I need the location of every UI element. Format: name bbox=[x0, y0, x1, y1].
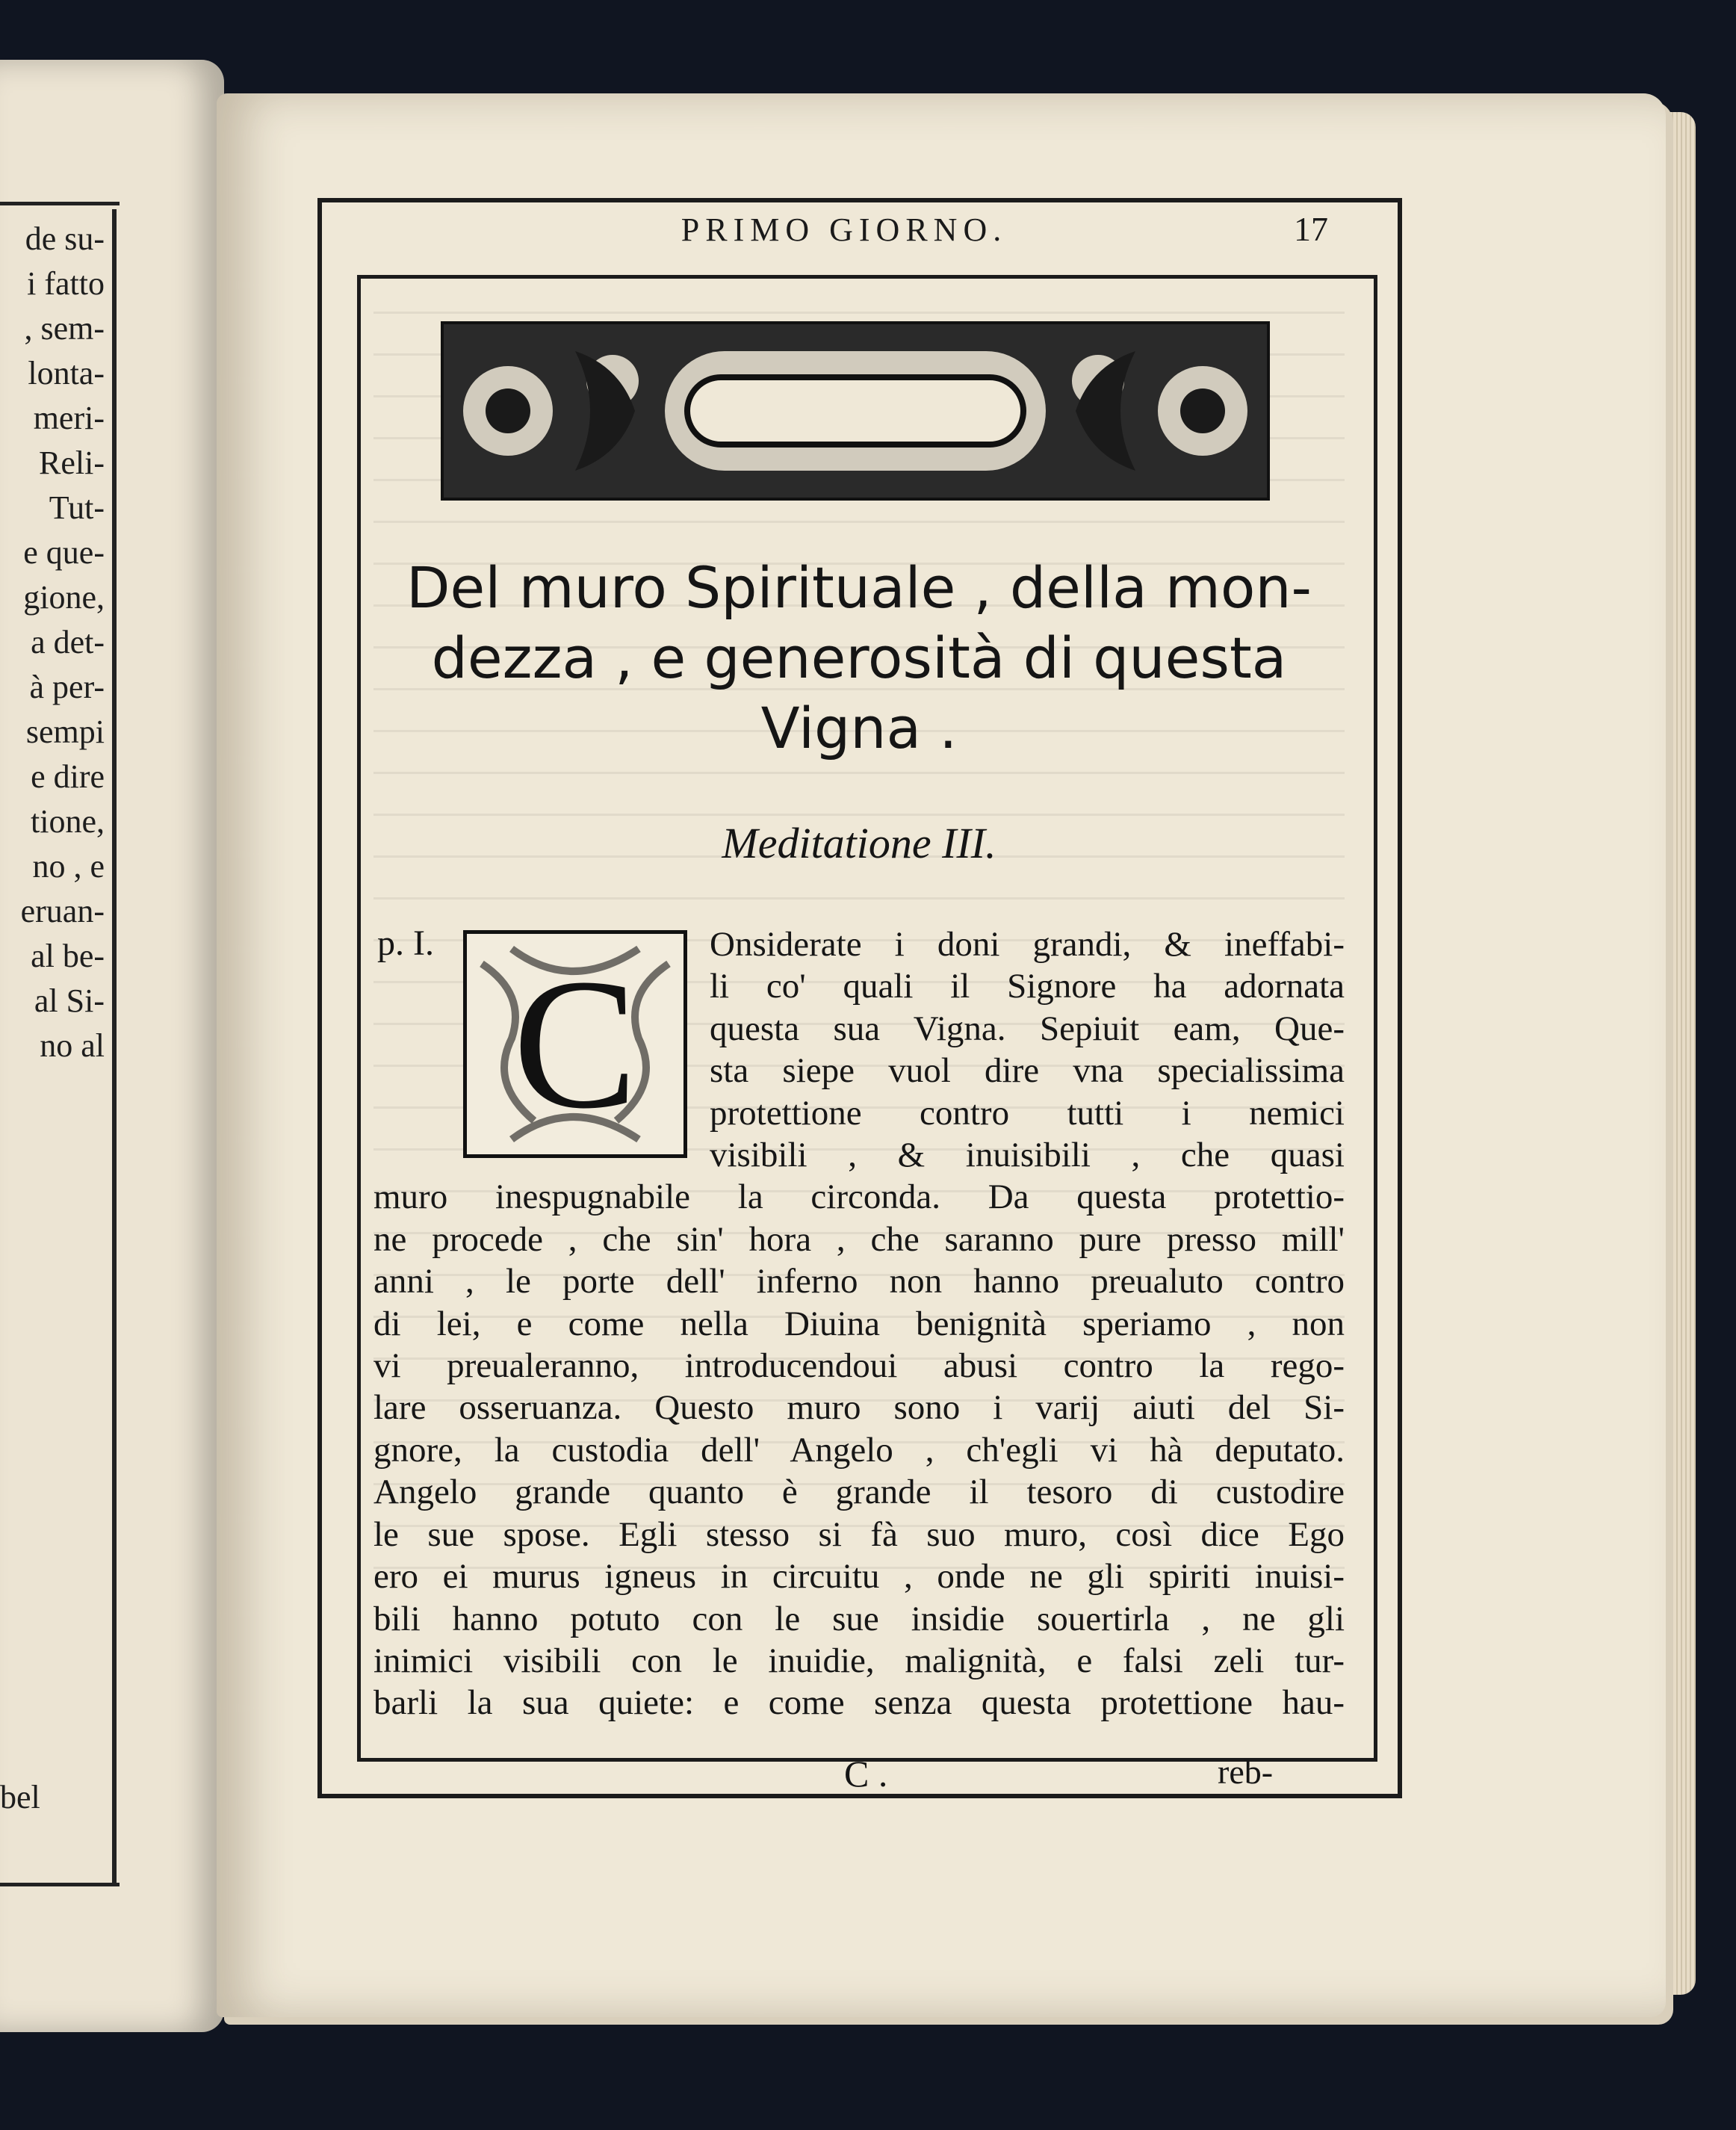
body-line: muro inespugnabile la circonda. Da questa protettio- bbox=[373, 1177, 1345, 1217]
body-line: le sue spose. Egli stesso si fà suo muro, così dice Ego bbox=[373, 1514, 1345, 1554]
body-line: anni , le porte dell' inferno non hanno preualuto contro bbox=[373, 1262, 1345, 1301]
body-line: ne procede , che sin' hora , che saranno pure presso mill' bbox=[373, 1219, 1345, 1259]
left-page-bottom-text: bel bbox=[0, 1779, 40, 1815]
left-line: Reli- bbox=[39, 445, 105, 481]
body-line: questa sua Vigna. Sepiuit eam, Que- bbox=[710, 1009, 1345, 1048]
left-line: tione, bbox=[31, 803, 105, 840]
left-line: al Si- bbox=[34, 982, 105, 1019]
body-line: li co' quali il Signore ha adornata bbox=[710, 967, 1345, 1006]
left-line: no al bbox=[40, 1027, 105, 1064]
body-line: vi preualeranno, introducendoui abusi contro la rego- bbox=[373, 1346, 1345, 1386]
body-line: lare osseruanza. Questo muro sono i varij aiuti del Si- bbox=[373, 1388, 1345, 1428]
body-line: visibili , & inuisibili , che quasi bbox=[710, 1136, 1345, 1175]
body-line: sta siepe vuol dire vna specialissima bbox=[710, 1051, 1345, 1091]
section-marker: p. I. bbox=[377, 923, 434, 963]
body-line: barli la sua quiete: e come senza questa protettione hau- bbox=[373, 1683, 1345, 1723]
left-line: à per- bbox=[29, 669, 105, 705]
meditation-body bbox=[373, 923, 1345, 1724]
left-line: a det- bbox=[31, 624, 105, 660]
body-line: Onsiderate i doni grandi, & ineffabi- bbox=[710, 925, 1345, 964]
body-line: ero ei murus igneus in circuitu , onde ne gli spiriti inuisi- bbox=[373, 1557, 1345, 1597]
left-page-rule-bottom bbox=[0, 1883, 120, 1886]
left-line: no , e bbox=[32, 848, 105, 885]
running-head: PRIMO GIORNO. bbox=[681, 211, 1008, 248]
left-line: e que- bbox=[23, 534, 105, 571]
body-line: protettione contro tutti i nemici bbox=[710, 1093, 1345, 1133]
left-line: eruan- bbox=[20, 893, 105, 929]
left-page-rule-top bbox=[0, 202, 120, 205]
left-page-text bbox=[0, 217, 105, 1068]
left-line: de su- bbox=[25, 220, 105, 257]
body-line: Angelo grande quanto è grande il tesoro di custodire bbox=[373, 1473, 1345, 1512]
title-line: dezza , e generosità di questa bbox=[431, 625, 1287, 691]
body-line: gnore, la custodia dell' Angelo , ch'egli vi hà deputato. bbox=[373, 1430, 1345, 1470]
left-line: e dire bbox=[31, 758, 105, 795]
woodcut-headpiece bbox=[441, 321, 1270, 501]
meditation-heading: Meditatione III. bbox=[722, 819, 996, 867]
signature-mark: C . bbox=[844, 1753, 888, 1795]
left-line: lonta- bbox=[28, 355, 105, 391]
left-line: Tut- bbox=[49, 489, 105, 526]
left-line: meri- bbox=[33, 400, 105, 436]
left-line: gione, bbox=[23, 579, 105, 616]
body-line: inimici visibili con le inuidie, malignità, e falsi zeli tur- bbox=[373, 1641, 1345, 1680]
left-line: sempi bbox=[25, 713, 105, 750]
body-line: di lei, e come nella Diuina benignità speriamo , non bbox=[373, 1304, 1345, 1343]
title-line: Vigna . bbox=[760, 695, 958, 761]
chapter-title bbox=[373, 553, 1345, 764]
left-line: i fatto bbox=[27, 265, 105, 302]
left-line: al be- bbox=[31, 938, 105, 974]
page-number: 17 bbox=[1294, 210, 1328, 248]
title-line: Del muro Spirituale , della mon- bbox=[406, 554, 1312, 621]
catchword: reb- bbox=[1218, 1753, 1274, 1791]
left-page-rule bbox=[112, 209, 117, 1883]
left-line: , sem- bbox=[24, 310, 105, 347]
body-line: bili hanno potuto con le sue insidie souertirla , ne gli bbox=[373, 1599, 1345, 1638]
initial-letter: C bbox=[512, 941, 638, 1148]
left-page bbox=[0, 60, 224, 2032]
